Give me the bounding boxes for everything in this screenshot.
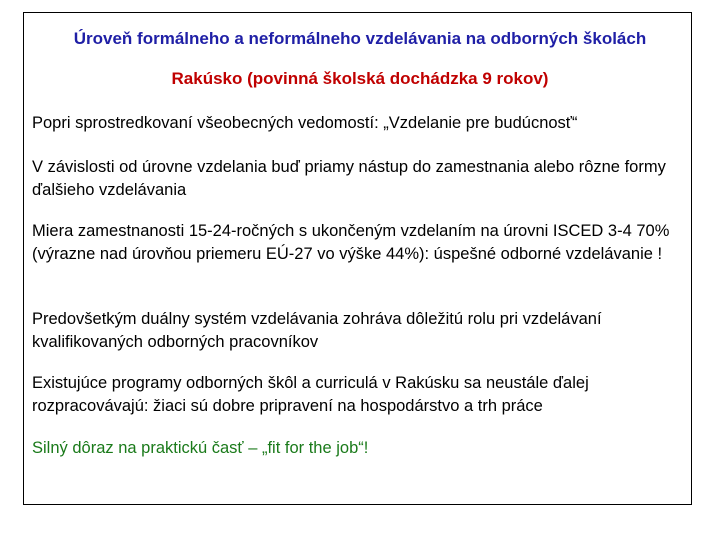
slide-title: Úroveň formálneho a neformálneho vzdelávania na odborných školách <box>73 29 647 48</box>
paragraph-education-paths: V závislosti od úrovne vzdelania buď priamy nástup do zamestnania alebo rôzne formy ďalšieho vzdelávania <box>32 158 666 199</box>
paragraph-dual-system: Predovšetkým duálny systém vzdelávania zohráva dôležitú rolu pri vzdelávaní kvalifikovaných odborných pracovníkov <box>32 310 602 351</box>
paragraph-employment-rate: Miera zamestnanosti 15-24-ročných s ukončeným vzdelaním na úrovni ISCED 3-4 70% (výrazne nad úrovňou priemeru EÚ-27 vo výške 44%): úspešné odborné vzdelávanie ! <box>32 222 670 263</box>
paragraph-curricula: Existujúce programy odborných škôl a curriculá v Rakúsku sa neustále ďalej rozpracovávajú: žiaci sú dobre pripravení na hospodárstvo a trh práce <box>32 374 589 415</box>
paragraph-practical-emphasis: Silný dôraz na praktickú časť – „fit for the job“! <box>32 439 369 457</box>
slide-subtitle: Rakúsko (povinná školská dochádzka 9 rokov) <box>171 69 549 88</box>
paragraph-general-knowledge: Popri sprostredkovaní všeobecných vedomostí: „Vzdelanie pre budúcnosť“ <box>32 114 578 132</box>
